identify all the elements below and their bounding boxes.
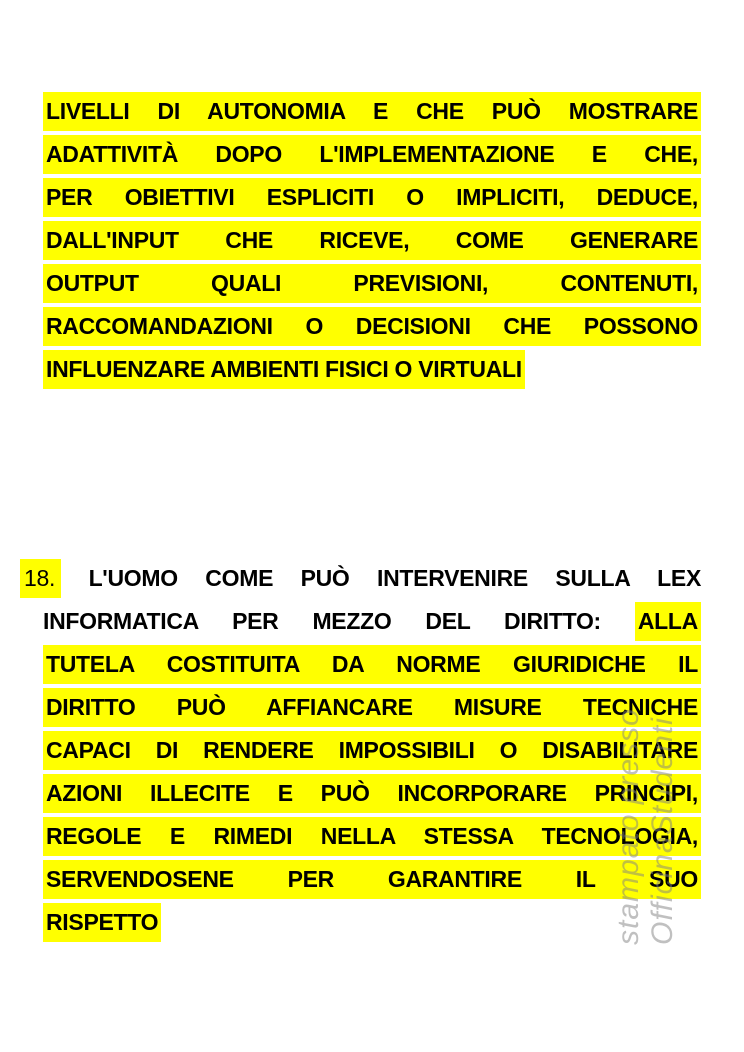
highlighted-text: ADATTIVITÀ DOPO L'IMPLEMENTAZIONE E CHE, [43,135,701,174]
text-line [43,219,701,262]
highlighted-text: LIVELLI DI AUTONOMIA E CHE PUÒ MOSTRARE [43,92,701,131]
text-line [43,305,701,348]
plain-text: INFORMATICA PER MEZZO DEL DIRITTO: [43,608,601,634]
highlighted-text: SERVENDOSENE PER GARANTIRE IL SUO [43,860,701,899]
highlighted-text: DALL'INPUT CHE RICEVE, COME GENERARE [43,221,701,260]
text-line [43,176,701,219]
highlighted-text: PER OBIETTIVI ESPLICITI O IMPLICITI, DEDUCE, [43,178,701,217]
highlighted-text: AZIONI ILLECITE E PUÒ INCORPORARE PRINCIPI, [43,774,701,813]
highlighted-text: TUTELA COSTITUITA DA NORME GIURIDICHE IL [43,645,701,684]
highlighted-text: RISPETTO [43,903,161,942]
text-line [43,348,701,391]
plain-text: L'UOMO COME PUÒ INTERVENIRE SULLA LEX [88,565,702,591]
text-line [20,901,701,944]
highlighted-text: CAPACI DI RENDERE IMPOSSIBILI O DISABILITARE [43,731,701,770]
highlighted-text: RACCOMANDAZIONI O DECISIONI CHE POSSONO [43,307,701,346]
text-line [20,772,701,815]
text-line [20,686,701,729]
text-line [20,643,701,686]
item-number: 18. [20,559,61,598]
paragraph-definition-ai [43,90,701,391]
highlighted-text: REGOLE E RIMEDI NELLA STESSA TECNOLOGIA, [43,817,701,856]
text-line [43,262,701,305]
watermark-text: stampato presso OfficinaStudenti [612,708,679,945]
highlighted-text: INFLUENZARE AMBIENTI FISICI O VIRTUALI [43,350,525,389]
highlighted-text: OUTPUT QUALI PREVISIONI, CONTENUTI, [43,264,701,303]
text-line [43,133,701,176]
text-line [20,600,701,643]
text-line [20,557,701,600]
paragraph-item-18 [20,557,701,944]
text-line [20,858,701,901]
highlighted-text: ALLA [635,602,701,641]
text-line [43,90,701,133]
highlighted-text: DIRITTO PUÒ AFFIANCARE MISURE TECNICHE [43,688,701,727]
text-line [20,729,701,772]
text-line [20,815,701,858]
